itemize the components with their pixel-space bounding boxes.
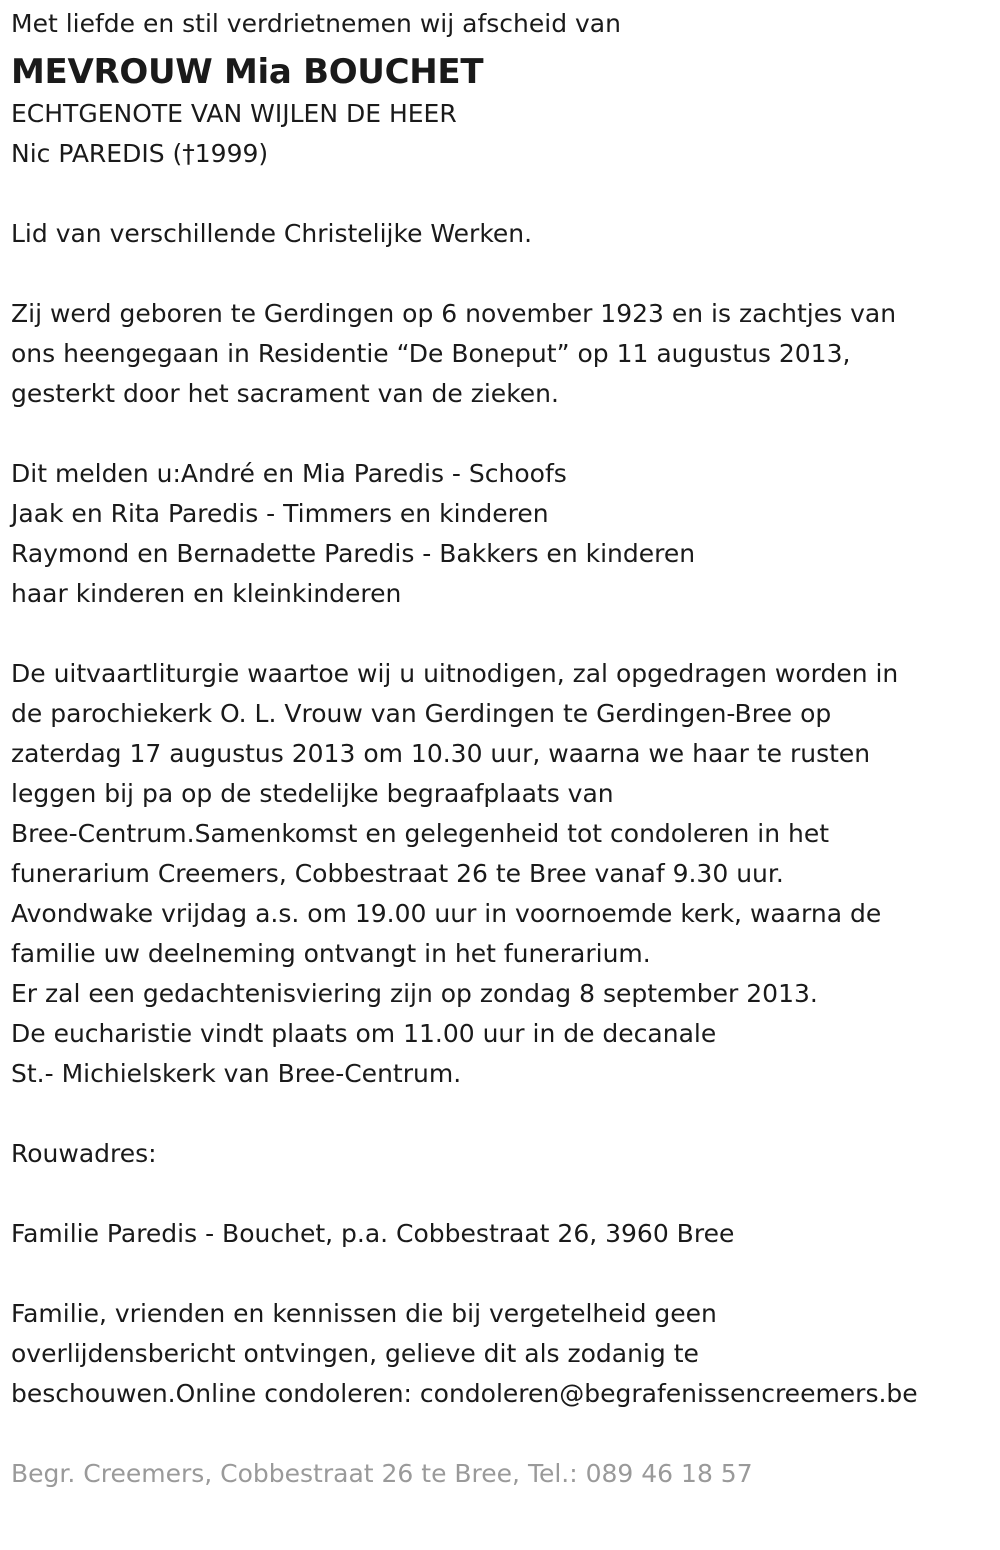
obituary-document <box>11 4 991 1494</box>
paragraph-line: beschouwen.Online condoleren: condoleren@begrafenissencreemers.be <box>11 1379 918 1408</box>
paragraph-line: overlijdensbericht ontvingen, gelieve dit als zodanig te <box>11 1339 699 1368</box>
family-line: Jaak en Rita Paredis - Timmers en kinderen <box>11 499 549 528</box>
paragraph-line: De uitvaartliturgie waartoe wij u uitnodigen, zal opgedragen worden in <box>11 659 899 688</box>
paragraph-line: zaterdag 17 augustus 2013 om 10.30 uur, waarna we haar te rusten <box>11 739 871 768</box>
paragraph-line: Familie, vrienden en kennissen die bij vergetelheid geen <box>11 1299 717 1328</box>
paragraph-line: Zij werd geboren te Gerdingen op 6 november 1923 en is zachtjes van <box>11 299 897 328</box>
funeral-paragraph <box>11 654 991 1094</box>
paragraph-line: funerarium Creemers, Cobbestraat 26 te Bree vanaf 9.30 uur. <box>11 859 784 888</box>
paragraph-line: leggen bij pa op de stedelijke begraafplaats van <box>11 779 614 808</box>
family-line: Raymond en Bernadette Paredis - Bakkers en kinderen <box>11 539 696 568</box>
spouse-title: ECHTGENOTE VAN WIJLEN DE HEER <box>11 99 457 128</box>
closing-paragraph <box>11 1294 991 1414</box>
paragraph-line: Bree-Centrum.Samenkomst en gelegenheid tot condoleren in het <box>11 819 830 848</box>
address-label: Rouwadres: <box>11 1139 157 1168</box>
paragraph-line: de parochiekerk O. L. Vrouw van Gerdingen te Gerdingen-Bree op <box>11 699 832 728</box>
deceased-name: MEVROUW Mia BOUCHET <box>11 52 484 92</box>
cross-icon: † <box>182 139 195 168</box>
paragraph-line: Er zal een gedachtenisviering zijn op zondag 8 september 2013. <box>11 979 818 1008</box>
family-line: haar kinderen en kleinkinderen <box>11 579 402 608</box>
paragraph-line: familie uw deelneming ontvangt in het funerarium. <box>11 939 651 968</box>
membership-text: Lid van verschillende Christelijke Werken. <box>11 219 533 248</box>
spouse-name-text: Nic PAREDIS ( <box>11 139 183 168</box>
paragraph-line: gesterkt door het sacrament van de zieken. <box>11 379 559 408</box>
address-text: Familie Paredis - Bouchet, p.a. Cobbestraat 26, 3960 Bree <box>11 1219 735 1248</box>
intro-text: Met liefde en stil verdrietnemen wij afscheid van <box>11 9 621 38</box>
footer-text: Begr. Creemers, Cobbestraat 26 te Bree, Tel.: 089 46 18 57 <box>11 1459 753 1488</box>
spouse-name <box>11 134 991 174</box>
spouse-death-year: 1999) <box>194 139 269 168</box>
birth-death-paragraph <box>11 294 991 414</box>
paragraph-line: St.- Michielskerk van Bree-Centrum. <box>11 1059 462 1088</box>
family-list <box>11 454 991 614</box>
family-line: Dit melden u:André en Mia Paredis - Schoofs <box>11 459 567 488</box>
paragraph-line: De eucharistie vindt plaats om 11.00 uur in de decanale <box>11 1019 717 1048</box>
paragraph-line: Avondwake vrijdag a.s. om 19.00 uur in voornoemde kerk, waarna de <box>11 899 882 928</box>
paragraph-line: ons heengegaan in Residentie “De Boneput” op 11 augustus 2013, <box>11 339 851 368</box>
